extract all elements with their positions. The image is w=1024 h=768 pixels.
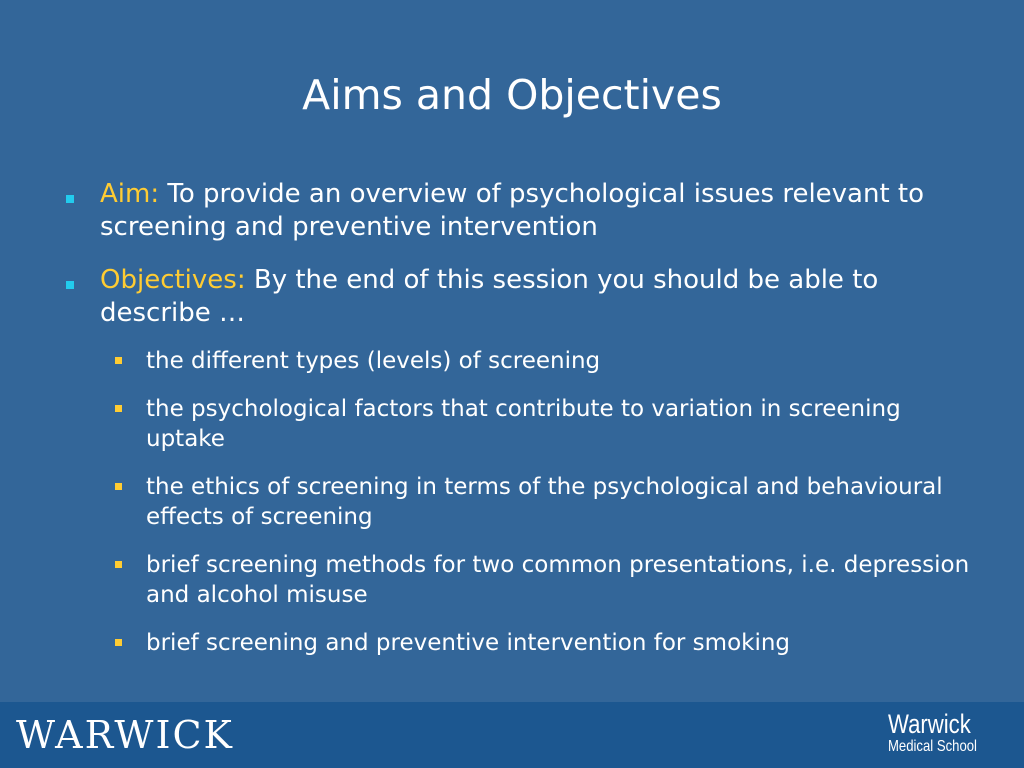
warwick-logo: WARWICK (16, 713, 234, 757)
objective-text: brief screening and preventive intervention for smoking (146, 630, 791, 656)
logo-line-warwick: Warwick (887, 709, 971, 739)
aim-label: Aim: (100, 179, 160, 209)
square-bullet-icon (115, 561, 122, 568)
objective-text: the different types (levels) of screening (146, 348, 601, 374)
bullet-objectives (60, 264, 980, 330)
objective-item (60, 550, 980, 610)
slide-title: Aims and Objectives (302, 71, 722, 119)
square-bullet-icon (115, 405, 122, 412)
square-bullet-icon (115, 483, 122, 490)
aim-text: To provide an overview of psychological issues relevant to screening and preventive intervention (100, 179, 925, 242)
objectives-label: Objectives: (100, 265, 246, 295)
square-bullet-icon (66, 195, 74, 203)
objective-text: the ethics of screening in terms of the psychological and behavioural effects of screening (146, 474, 943, 530)
objective-item (60, 394, 980, 454)
bullet-aim (60, 178, 980, 244)
warwick-medical-school-logo (888, 710, 997, 756)
objective-item (60, 472, 980, 532)
footer-band (0, 702, 1024, 768)
objective-item (60, 346, 980, 376)
objectives-text: By the end of this session you should be able to describe … (100, 265, 879, 328)
square-bullet-icon (115, 639, 122, 646)
objective-text: brief screening methods for two common presentations, i.e. depression and alcohol misuse (146, 552, 970, 608)
logo-line-medical-school: Medical School (887, 738, 977, 755)
objectives-list (60, 346, 980, 658)
slide-content (60, 178, 980, 676)
objective-item (60, 628, 980, 658)
square-bullet-icon (66, 281, 74, 289)
square-bullet-icon (115, 357, 122, 364)
objective-text: the psychological factors that contribute to variation in screening uptake (146, 396, 901, 452)
